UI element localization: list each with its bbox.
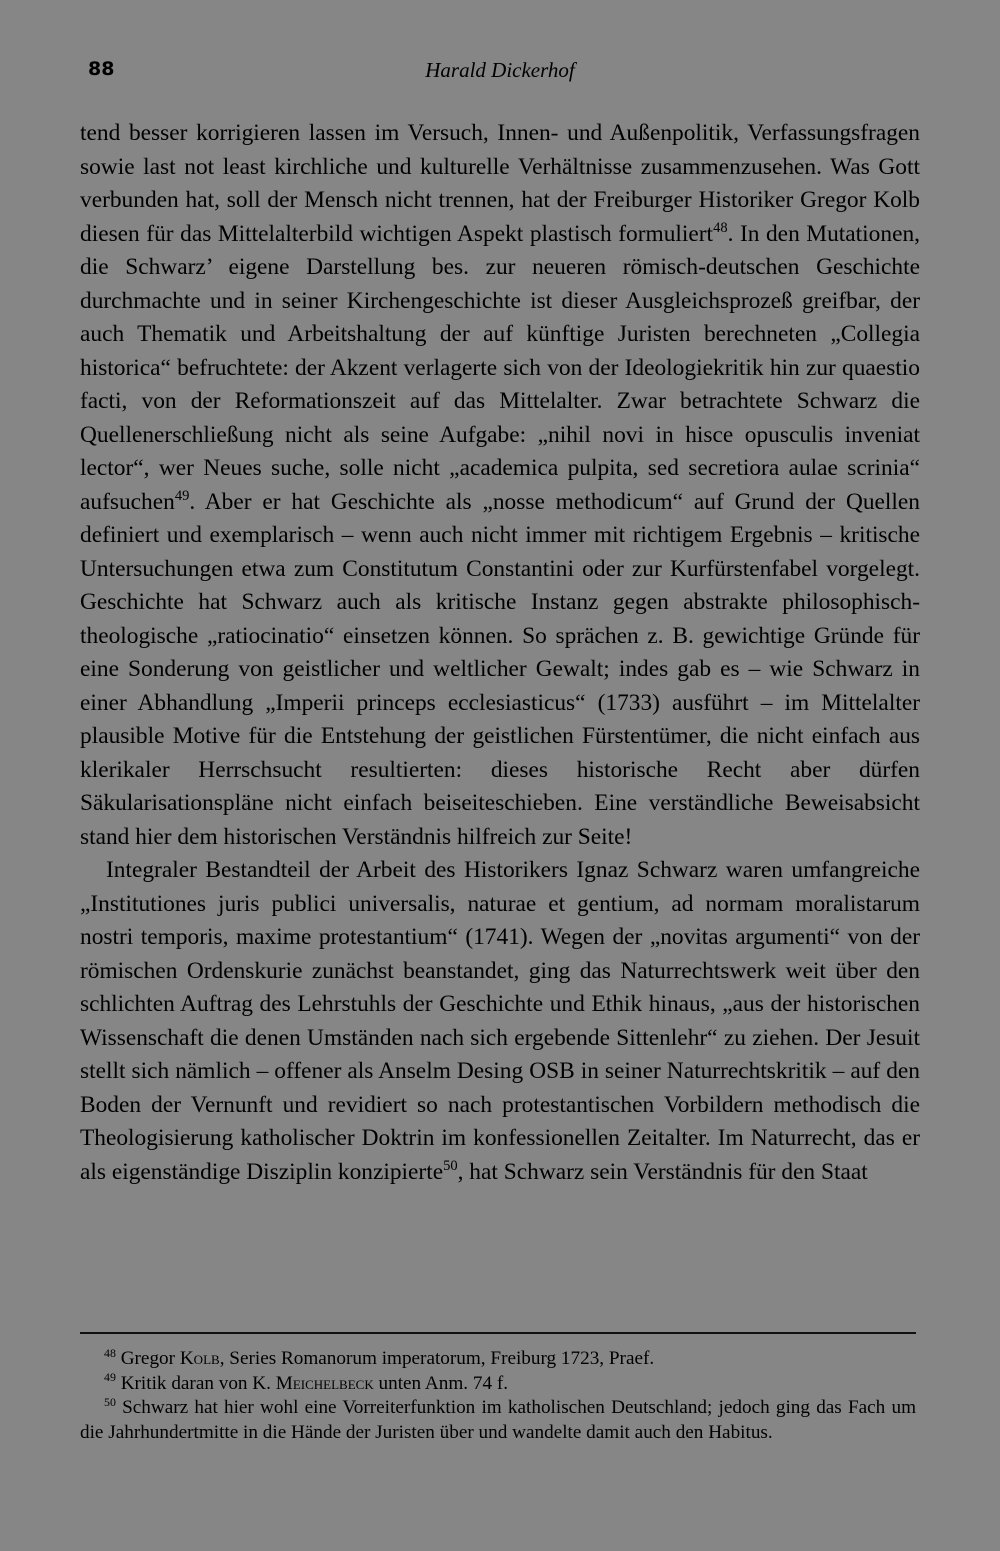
footnote-author: Kolb [179,1348,220,1369]
paragraph-2 [80,854,920,1189]
paragraph-1-text-b: . In den Mutationen, die Schwarz’ eigene Darstellung bes. zur neueren römisch-deutschen Geschichte durchmachte und in seiner Kirchengeschichte ist dieser Ausgleichsprozeß greifbar, der auch Thematik und Arbeitshaltung der auf künftige Juristen berechneten „Collegia historica“ befruchtete: der Akzent verlagerte sich von der Ideologiekritik hin zur quaestio facti, von der Reformationszeit auf das Mittelalter. Zwar betrachtete Schwarz die Quellenerschließung nicht als seine Aufgabe: „nihil novi in hisce opusculis inveniat lector“, wer Neues suche, solle nicht „academica pulpita, sed secretiora aulae scrinia“ aufsuchen [80,220,920,515]
footnote-49 [80,1372,916,1397]
running-head: Harald Dickerhof [425,58,575,82]
footnote-author: Meichelbeck [275,1372,374,1394]
footnotes [80,1347,916,1445]
footnote-separator [80,1332,916,1334]
paragraph-2-text-b: , hat Schwarz sein Verständnis für den Staat [457,1158,868,1185]
footnote-number: 48 [104,1345,116,1360]
body-text [80,117,920,1189]
footnote-text: Kritik daran von K. [120,1372,276,1394]
page-header [80,58,920,86]
footnote-ref-49: 49 [174,487,190,504]
paragraph-1-text-a: tend besser korrigieren lassen im Versuch, Innen- und Außenpolitik, Verfassungsfragen sowie last not least kirchliche und kulturelle Verhältnisse zusammenzusehen. Was Gott verbunden hat, soll der Mensch nicht trennen, hat der Freiburger Historiker Gregor Kolb diesen für das Mittelalterbild wichtigen Aspekt plastisch formuliert [80,120,920,247]
footnote-48 [80,1347,916,1372]
page-number: 88 [88,58,115,80]
footnote-number: 50 [104,1394,116,1409]
paragraph-2-text-a: Integraler Bestandteil der Arbeit des Historikers Ignaz Schwarz waren umfangreiche „Institutiones juris publici universalis, naturae et gentium, ad normam moralistarum nostri temporis, maxime protestantium“ (1741). Wegen der „novitas argumenti“ von der römischen Ordenskurie zunächst beanstandet, ging das Naturrechtswerk weit über den schlichten Auftrag des Lehrstuhls der Geschichte und Ethik hinaus, „aus der historischen Wissenschaft die denen Umständen nach sich ergebende Sittenlehr“ zu ziehen. Der Jesuit stellt sich nämlich – offener als Anselm Desing OSB in seiner Naturrechtskritik – auf den Boden der Vernunft und revidiert so nach protestantischen Vorbildern methodisch die Theologisierung katholischer Doktrin im konfessionellen Zeitalter. Im Naturrecht, das er als eigenständige Disziplin konzipierte [80,857,920,1185]
footnote-ref-48: 48 [713,219,728,236]
footnote-text: Gregor [120,1348,180,1369]
footnote-text: Schwarz hat hier wohl eine Vorreiterfunktion im katholischen Deutschland; jedoch ging das Fach um die Jahrhundertmitte in die Hände der Juristen über und wandelte damit auch den Habitus. [80,1397,916,1443]
paragraph-1 [80,117,920,854]
footnote-50 [80,1396,916,1445]
paragraph-1-text-c: . Aber er hat Geschichte als „nosse methodicum“ auf Grund der Quellen definiert und exemplarisch – wenn auch nicht immer mit richtigem Ergebnis – kritische Untersuchungen etwa zum Constitutum Constantini oder zur Kurfürstenfabel vorgelegt. Geschichte hat Schwarz auch als kritische Instanz gegen abstrakte philosophisch-theologische „ratiocinatio“ einsetzen können. So sprächen z. B. gewichtige Gründe für eine Sonderung von geistlicher und weltlicher Gewalt; indes gab es – wie Schwarz in einer Abhandlung „Imperii princeps ecclesiasticus“ (1733) ausführt – im Mittelalter plausible Motive für die Entstehung der geistlichen Fürstentümer, die nicht einfach aus klerikaler Herrschsucht resultierten: dieses historische Recht aber dürfen Säkularisationspläne nicht einfach beiseiteschieben. Eine verständliche Beweisabsicht stand hier dem historischen Verständnis hilfreich zur Seite! [80,488,920,850]
footnote-number: 49 [104,1370,116,1385]
footnote-ref-50: 50 [443,1157,458,1174]
footnote-text: unten Anm. 74 f. [373,1372,509,1394]
footnote-text: , Series Romanorum imperatorum, Freiburg 1723, Praef. [219,1348,655,1369]
